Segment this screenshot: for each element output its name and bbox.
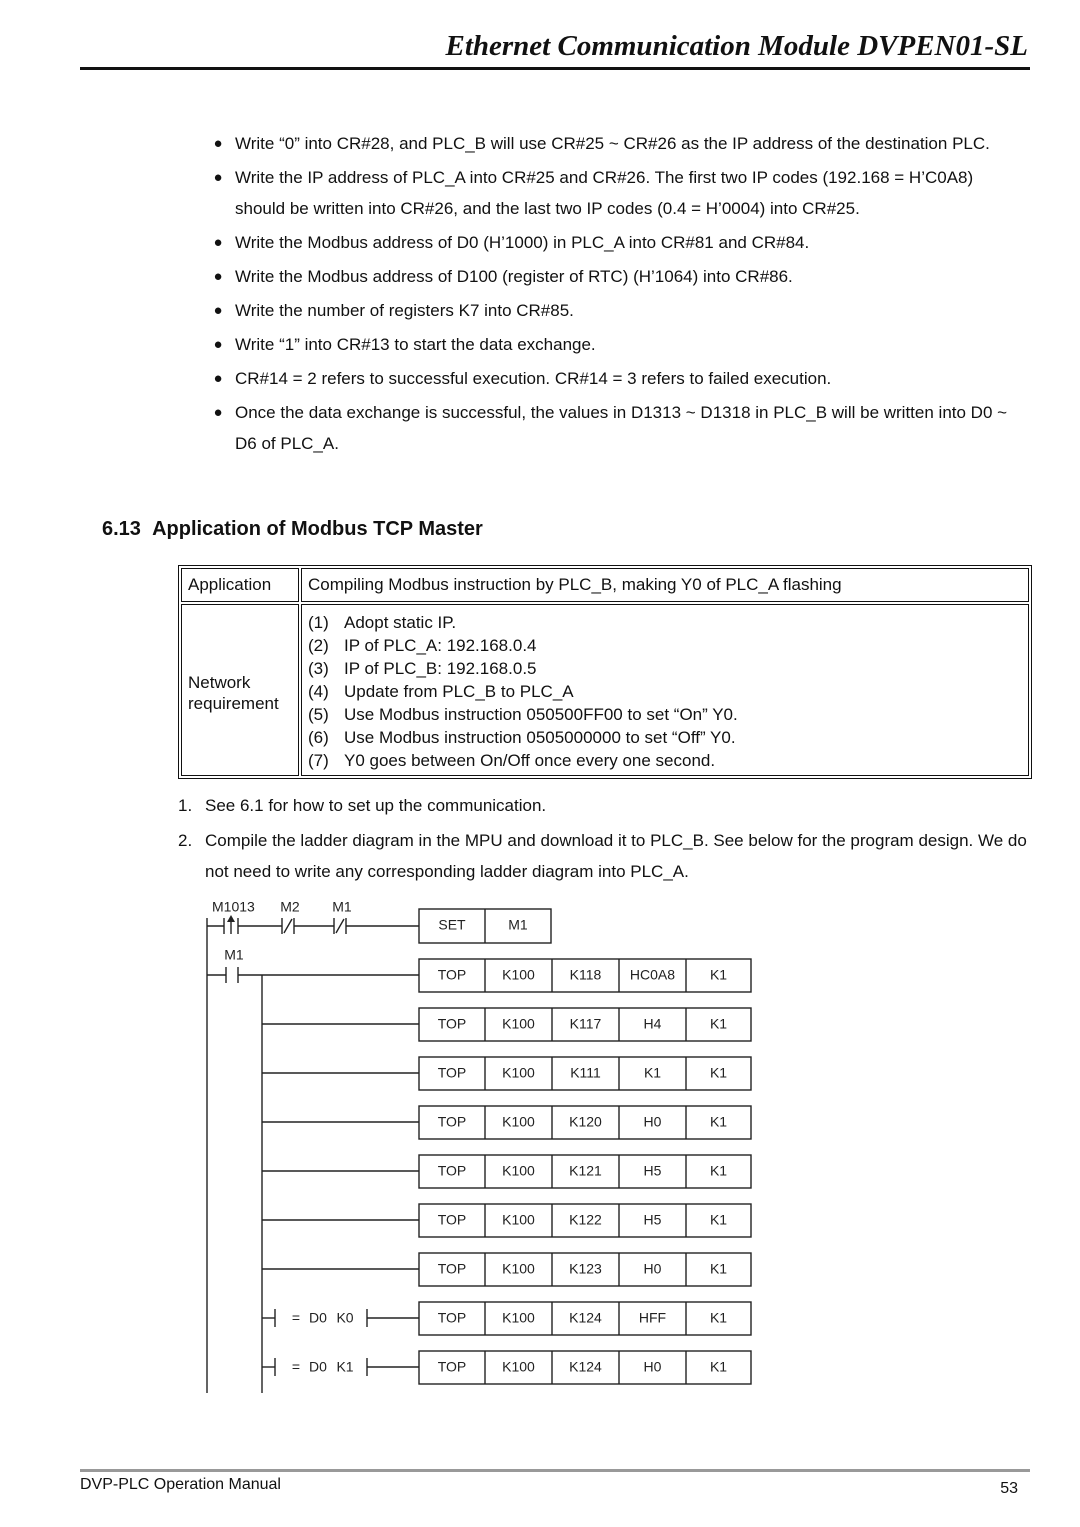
instruction-operand: K111 — [570, 1064, 601, 1081]
instruction-operand: H5 — [643, 1162, 662, 1179]
network-label-line: requirement — [188, 694, 279, 713]
item-text: Update from PLC_B to PLC_A — [344, 682, 574, 701]
instruction-operand: H4 — [643, 1015, 662, 1032]
bullet-dot-icon: ● — [213, 268, 223, 285]
bullet-text: Write the Modbus address of D100 (register of RTC) (H’1064) into CR#86. — [235, 267, 793, 286]
step-number: 1. — [178, 796, 193, 815]
item-number: (4) — [308, 682, 329, 701]
application-label: Application — [181, 568, 299, 602]
instruction-operand: K1 — [709, 1358, 728, 1375]
item-number: (1) — [308, 613, 329, 632]
instruction-operand: K100 — [502, 1211, 535, 1228]
instruction-operand: K1 — [709, 1113, 728, 1130]
instruction-operand: HC0A8 — [629, 966, 676, 983]
step-text: See 6.1 for how to set up the communication. — [205, 796, 547, 815]
instruction-operand: H0 — [643, 1260, 662, 1277]
section-number: 6.13 — [102, 518, 141, 540]
bullet-dot-icon: ● — [213, 234, 223, 251]
instruction-operand: HFF — [638, 1309, 667, 1326]
instruction-op: TOP — [437, 966, 467, 983]
compare-operator: = — [291, 1358, 301, 1375]
instruction-operand: K120 — [569, 1113, 602, 1130]
instruction-operand: K1 — [709, 1211, 728, 1228]
instruction-operand: K100 — [502, 1162, 535, 1179]
contact-label-m1: M1 — [224, 946, 244, 963]
instruction-op: TOP — [437, 1358, 467, 1375]
instruction-op: SET — [438, 916, 466, 933]
instruction-operand: H0 — [643, 1358, 662, 1375]
instruction-op: TOP — [437, 1064, 467, 1081]
item-text: Adopt static IP. — [344, 613, 457, 632]
instruction-operand: K1 — [709, 966, 728, 983]
instruction-operand: K1 — [709, 1162, 728, 1179]
compare-operand: D0 — [309, 1309, 327, 1326]
item-number: (3) — [308, 659, 329, 678]
item-text: Use Modbus instruction 050500FF00 to set “On” Y0. — [344, 705, 738, 724]
bullet-text: Write the number of registers K7 into CR#85. — [235, 301, 574, 320]
instruction-operand: K124 — [569, 1358, 602, 1375]
instruction-operand: K1 — [709, 1309, 728, 1326]
instruction-op: TOP — [437, 1162, 467, 1179]
bullet-dot-icon: ● — [213, 169, 223, 186]
instruction-operand: H0 — [643, 1113, 662, 1130]
instruction-operand: K1 — [709, 1260, 728, 1277]
compare-operand: D0 — [309, 1358, 327, 1375]
normally-closed-slash — [284, 919, 292, 933]
instruction-operand: K123 — [569, 1260, 602, 1277]
application-value: Compiling Modbus instruction by PLC_B, making Y0 of PLC_A flashing — [301, 568, 1029, 602]
bullet-text: Write the IP address of PLC_A into CR#25 and CR#26. The first two IP codes (192.168 = H’C0A8) should be written into CR#26, and the last two IP codes (0.4 = H’0004) into CR#25. — [235, 168, 974, 218]
bullet-dot-icon: ● — [213, 404, 223, 421]
item-text: Y0 goes between On/Off once every one second. — [344, 751, 716, 770]
instruction-operand: K100 — [502, 1015, 535, 1032]
bullet-dot-icon: ● — [213, 370, 223, 387]
compare-operand: K1 — [336, 1358, 354, 1375]
bullet-text: Write the Modbus address of D0 (H’1000) in PLC_A into CR#81 and CR#84. — [235, 233, 810, 252]
compare-operator: = — [291, 1309, 301, 1326]
footer-rule — [80, 1469, 1030, 1472]
instruction-operand: H5 — [643, 1211, 662, 1228]
instruction-operand: K1 — [643, 1064, 662, 1081]
instruction-operand: K1 — [709, 1064, 728, 1081]
contact-label-m2: M2 — [280, 898, 300, 915]
instruction-operand: K1 — [709, 1015, 728, 1032]
footer-manual-title: DVP-PLC Operation Manual — [80, 1476, 281, 1493]
item-number: (5) — [308, 705, 329, 724]
instruction-operand: K100 — [502, 1113, 535, 1130]
bullet-text: Write “1” into CR#13 to start the data exchange. — [235, 335, 596, 354]
instruction-operand: K124 — [569, 1309, 602, 1326]
instruction-op: TOP — [437, 1211, 467, 1228]
item-number: (6) — [308, 728, 329, 747]
instruction-operand: K117 — [569, 1015, 602, 1032]
contact-label-m1: M1 — [332, 898, 352, 915]
instruction-operand: K122 — [569, 1211, 602, 1228]
instruction-operand: K100 — [502, 966, 535, 983]
step-number: 2. — [178, 831, 193, 850]
instruction-op: TOP — [437, 1260, 467, 1277]
item-number: (7) — [308, 751, 329, 770]
item-text: Use Modbus instruction 0505000000 to set “Off” Y0. — [344, 728, 736, 747]
instruction-operand: K100 — [502, 1064, 535, 1081]
page-header-title: Ethernet Communication Module DVPEN01-SL — [445, 30, 1028, 62]
instruction-op: TOP — [437, 1015, 467, 1032]
step-text: Compile the ladder diagram in the MPU and download it to PLC_B. See below for the program design. We do not need to write any corresponding ladder diagram into PLC_A. — [205, 831, 1027, 881]
item-text: IP of PLC_A: 192.168.0.4 — [344, 636, 537, 655]
bullet-text: Once the data exchange is successful, the values in D1313 ~ D1318 in PLC_B will be written into D0 ~ D6 of PLC_A. — [235, 403, 1008, 453]
instruction-operand: K100 — [502, 1309, 535, 1326]
bullet-dot-icon: ● — [213, 336, 223, 353]
compare-operand: K0 — [336, 1309, 354, 1326]
instruction-operand: M1 — [508, 916, 528, 933]
bullet-dot-icon: ● — [213, 302, 223, 319]
instruction-op: TOP — [437, 1113, 467, 1130]
bullet-text: Write “0” into CR#28, and PLC_B will use CR#25 ~ CR#26 as the IP address of the destination PLC. — [235, 134, 990, 153]
bullet-dot-icon: ● — [213, 135, 223, 152]
instruction-operand: K118 — [569, 966, 602, 983]
network-label-line: Network — [188, 673, 251, 692]
instruction-operand: K100 — [502, 1358, 535, 1375]
rising-edge-arrow-icon — [227, 915, 235, 922]
instruction-op: TOP — [437, 1309, 467, 1326]
instruction-operand: K100 — [502, 1260, 535, 1277]
item-number: (2) — [308, 636, 329, 655]
normally-closed-slash — [336, 919, 344, 933]
instruction-operand: K121 — [569, 1162, 602, 1179]
contact-label-m1013: M1013 — [212, 898, 255, 915]
bullet-text: CR#14 = 2 refers to successful execution. CR#14 = 3 refers to failed execution. — [235, 369, 832, 388]
item-text: IP of PLC_B: 192.168.0.5 — [344, 659, 537, 678]
page-number: 53 — [1000, 1480, 1018, 1497]
section-title: Application of Modbus TCP Master — [152, 518, 483, 540]
